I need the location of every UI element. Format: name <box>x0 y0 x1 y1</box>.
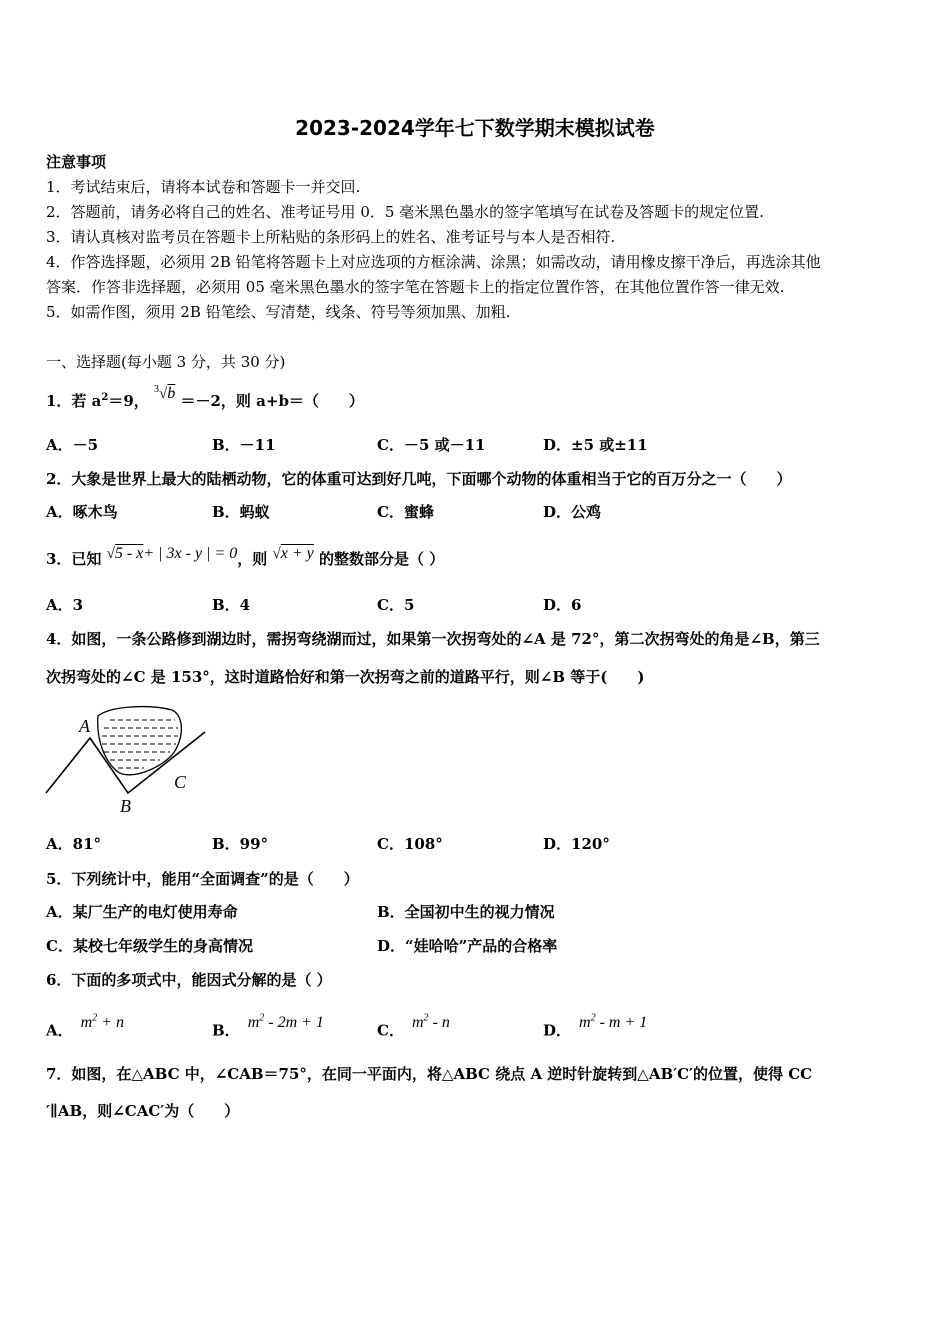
q1-option-d[interactable]: D．±5 或±11 <box>543 436 648 454</box>
notice-item: 1．考试结束后，请将本试卷和答题卡一并交回. <box>46 178 361 196</box>
q6-option-a[interactable] <box>46 1013 124 1041</box>
q3-prefix: 3．已知 <box>46 550 102 568</box>
q3-option-c[interactable]: C．5 <box>377 596 415 614</box>
q6-option-b[interactable] <box>212 1013 324 1041</box>
label-c: C <box>174 772 187 792</box>
q4-option-a[interactable]: A．81° <box>46 835 102 853</box>
page-title: 2023-2024学年七下数学期末模拟试卷 <box>295 116 655 140</box>
q3-option-b[interactable]: B．4 <box>212 596 251 614</box>
question-6: 6．下面的多项式中，能因式分解的是（ ） <box>46 971 332 989</box>
q6-option-c-label: C． <box>377 1021 404 1040</box>
question-7-line-1: 7．如图，在△ABC 中，∠CAB＝75°，在同一平面内，将△ABC 绕点 A 逆时针旋转到△AB′C′的位置，使得 CC <box>46 1065 813 1083</box>
q4-option-d[interactable]: D．120° <box>543 835 610 853</box>
notice-item: 2．答题前，请务必将自己的姓名、准考证号用 0．5 毫米黑色墨水的签字笔填写在试卷及答题卡的规定位置. <box>46 203 764 221</box>
q6-option-b-expr: $m^2 - 2m + 1$ <box>247 1013 324 1032</box>
q1-option-c[interactable]: C．－5 或－11 <box>377 436 486 454</box>
question-4-line-1: 4．如图，一条公路修到湖边时，需拐弯绕湖而过，如果第一次拐弯处的∠A 是 72°，第二次拐弯处的角是∠B，第三 <box>46 630 820 648</box>
question-7-line-2: ′∥AB，则∠CAC′为（ ） <box>46 1102 240 1120</box>
q1-cube-root: $^3$√b <box>154 384 176 402</box>
notice-item: 5．如需作图，须用 2B 铅笔绘、写清楚，线条、符号等须加黑、加粗. <box>46 303 511 321</box>
q2-option-a[interactable]: A．啄木鸟 <box>46 503 118 521</box>
q6-option-d-label: D． <box>543 1021 572 1040</box>
q6-option-b-label: B． <box>212 1021 240 1040</box>
q1-exponent: 2 <box>101 392 109 403</box>
q2-option-b[interactable]: B．蚂蚁 <box>212 503 270 521</box>
q1-option-a[interactable]: A．－5 <box>46 436 99 454</box>
q6-option-d[interactable] <box>543 1013 648 1041</box>
notice-heading: 注意事项 <box>46 153 107 171</box>
q3-mid: ，则 <box>237 550 268 568</box>
q3-equation-rest: + | 3x - y | = 0 <box>143 545 238 562</box>
q6-option-d-expr: $m^2 - m + 1$ <box>579 1013 648 1032</box>
q6-option-c[interactable] <box>377 1013 450 1041</box>
q3-root: √x + y <box>272 545 314 562</box>
q6-option-c-expr: $m^2$ - n <box>411 1013 450 1032</box>
q2-option-d[interactable]: D．公鸡 <box>543 503 602 521</box>
q6-option-a-label: A． <box>46 1021 73 1040</box>
q4-option-c[interactable]: C．108° <box>377 835 443 853</box>
q1-root-radicand: b <box>167 385 176 402</box>
q1-root-index: 3 <box>154 384 160 395</box>
q3-root-radicand: x + y <box>280 545 314 562</box>
q1-suffix: ＝－2，则 a+b＝（ ） <box>180 392 364 410</box>
question-4-line-2: 次拐弯处的∠C 是 153°，这时道路恰好和第一次拐弯之前的道路平行，则∠B 等于( ) <box>46 668 645 686</box>
q5-option-a[interactable]: A．某厂生产的电灯使用寿命 <box>46 903 238 921</box>
q2-option-c[interactable]: C．蜜蜂 <box>377 503 434 521</box>
question-1 <box>46 384 364 412</box>
q3-suffix: 的整数部分是（ ） <box>318 550 445 568</box>
section-heading: 一、选择题(每小题 3 分，共 30 分) <box>46 353 286 371</box>
label-a: A <box>79 716 90 736</box>
q1-option-b[interactable]: B．－11 <box>212 436 276 454</box>
q3-equation: √5 - x+ | 3x - y | = 0 <box>106 545 238 562</box>
q5-option-b[interactable]: B．全国初中生的视力情况 <box>377 903 555 921</box>
question-5: 5．下列统计中，能用“全面调查”的是（ ） <box>46 870 359 888</box>
lake-outline <box>98 707 182 775</box>
q1-prefix: 1．若 a <box>46 392 102 410</box>
q4-option-b[interactable]: B．99° <box>212 835 269 853</box>
question-3 <box>46 545 445 570</box>
notice-item: 3．请认真核对监考员在答题卡上所粘贴的条形码上的姓名、准考证号与本人是否相符. <box>46 228 616 246</box>
notice-item: 4．作答选择题，必须用 2B 铅笔将答题卡上对应选项的方框涂满、涂黑；如需改动，请用橡皮擦干净后，再选涂其他 <box>46 253 821 271</box>
q6-option-a-expr: $m^2 + n$ <box>80 1013 124 1032</box>
q1-mid: ＝9， <box>108 392 149 410</box>
notice-item: 答案．作答非选择题，必须用 05 毫米黑色墨水的签字笔在答题卡上的指定位置作答，在其他位置作答一律无效. <box>46 278 785 296</box>
label-b: B <box>120 796 131 816</box>
q3-option-d[interactable]: D．6 <box>543 596 582 614</box>
q3-option-a[interactable]: A．3 <box>46 596 84 614</box>
q5-option-c[interactable]: C．某校七年级学生的身高情况 <box>46 937 253 955</box>
q5-option-d[interactable]: D．“娃哈哈”产品的合格率 <box>377 937 558 955</box>
road-lake-figure <box>40 700 215 820</box>
q3-equation-radicand: 5 - x <box>114 545 144 562</box>
question-2: 2．大象是世界上最大的陆栖动物，它的体重可达到好几吨，下面哪个动物的体重相当于它的百万分之一（ ） <box>46 470 792 488</box>
